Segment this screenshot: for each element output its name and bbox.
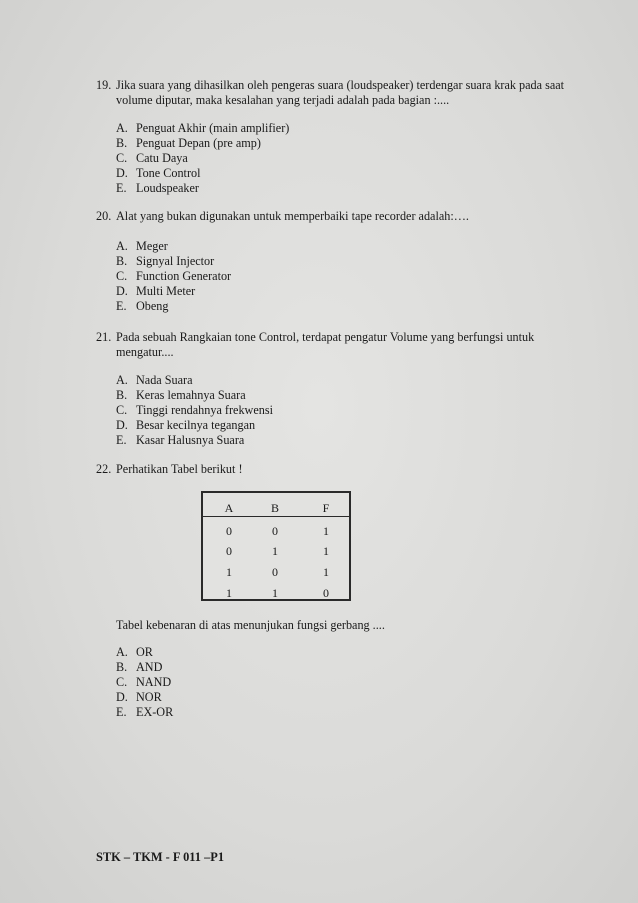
options-21 <box>116 373 273 448</box>
option: D. Multi Meter <box>116 284 196 298</box>
option: D. NOR <box>116 690 162 704</box>
question-22 <box>96 462 576 477</box>
question-21 <box>96 330 576 360</box>
option: A. Meger <box>116 239 168 253</box>
header-cell: F <box>322 501 330 515</box>
page-footer: STK – TKM - F 011 –P1 <box>96 850 225 864</box>
question-text: Jika suara yang dihasilkan oleh pengeras suara (loudspeaker) terdengar suara krak pada saat volume diputar, maka kesalahan yang terjadi adalah pada bagian :.... <box>116 78 565 107</box>
option: C. NAND <box>116 675 172 689</box>
option: C. Tinggi rendahnya frekwensi <box>116 403 273 417</box>
option: C. Catu Daya <box>116 151 188 165</box>
option: B. Penguat Depan (pre amp) <box>116 136 261 150</box>
question-text: Alat yang bukan digunakan untuk memperbaiki tape recorder adalah:…. <box>116 209 469 223</box>
question-text: Pada sebuah Rangkaian tone Control, terdapat pengatur Volume yang berfungsi untuk mengatur.... <box>116 330 535 359</box>
table-divider <box>349 516 350 599</box>
header-cell: B <box>270 501 279 515</box>
table-caption: Tabel kebenaran di atas menunjukan fungsi gerbang .... <box>116 618 385 632</box>
option: E. Kasar Halusnya Suara <box>116 433 245 447</box>
option: A. Nada Suara <box>116 373 193 387</box>
option: E. Loudspeaker <box>116 181 199 195</box>
question-19 <box>96 78 576 108</box>
table-divider <box>203 516 349 517</box>
option: B. AND <box>116 660 163 674</box>
option: E. Obeng <box>116 299 169 313</box>
question-number: 19. <box>96 78 112 92</box>
truth-table-header <box>203 501 349 515</box>
option: D. Tone Control <box>116 166 201 180</box>
option: D. Besar kecilnya tegangan <box>116 418 256 432</box>
option: C. Function Generator <box>116 269 232 283</box>
option: A. Penguat Akhir (main amplifier) <box>116 121 290 135</box>
option: E. EX-OR <box>116 705 174 719</box>
question-number: 22. <box>96 462 112 476</box>
truth-table: A B F 0 0 1 0 1 1 1 0 1 1 1 0 <box>201 491 351 601</box>
option: B. Keras lemahnya Suara <box>116 388 246 402</box>
options-20 <box>116 239 231 314</box>
question-text: Perhatikan Tabel berikut ! <box>116 462 243 476</box>
options-22 <box>116 645 173 720</box>
question-20 <box>96 209 576 224</box>
option: B. Signyal Injector <box>116 254 215 268</box>
options-19 <box>116 121 289 196</box>
header-cell: A <box>224 501 234 515</box>
option: A. OR <box>116 645 153 659</box>
question-number: 21. <box>96 330 112 344</box>
question-number: 20. <box>96 209 112 223</box>
